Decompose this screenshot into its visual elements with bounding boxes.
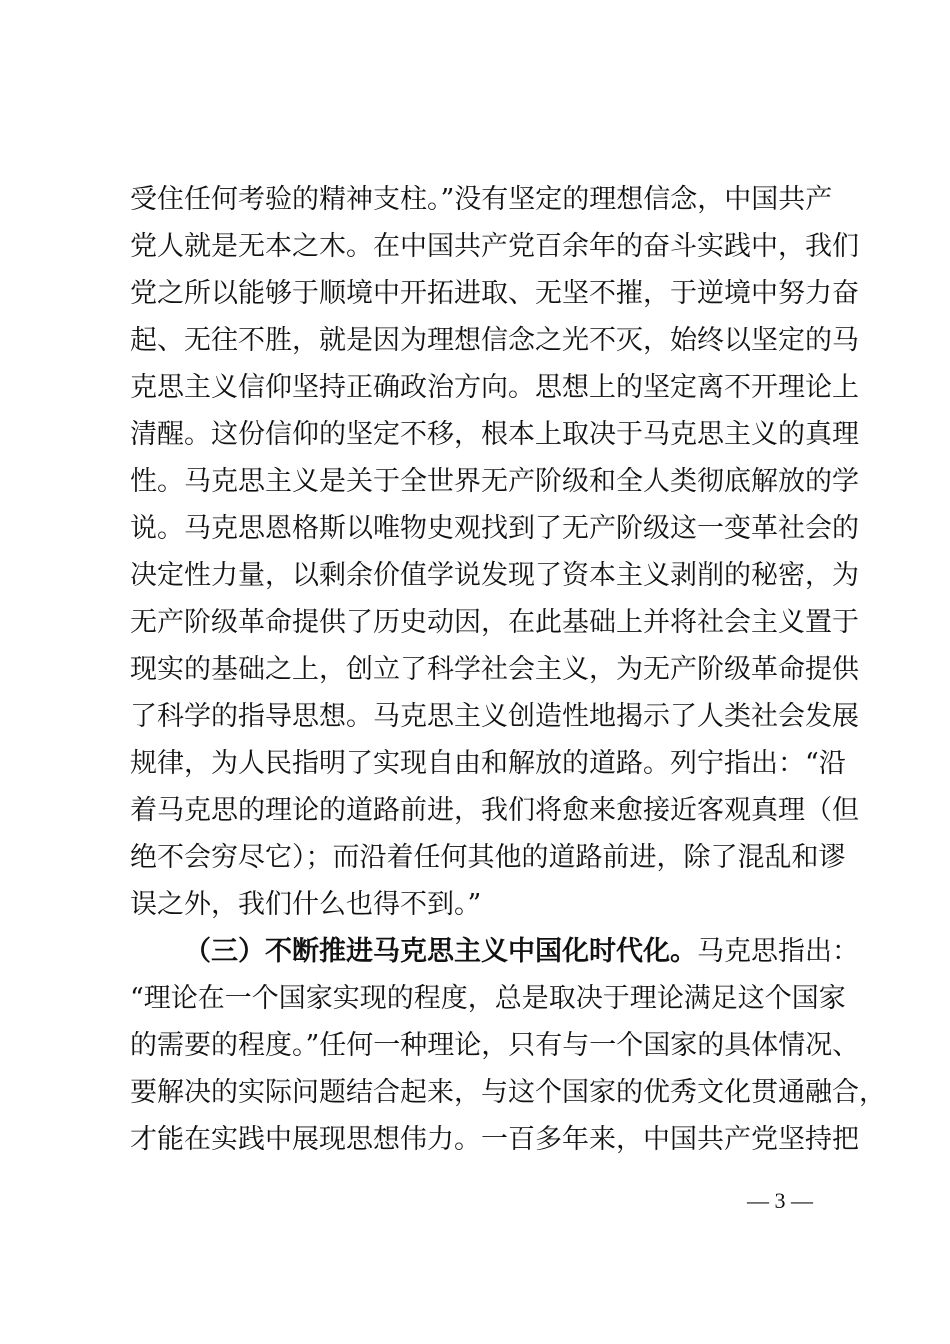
text-line: 了科学的指导思想。马克思主义创造性地揭示了人类社会发展 [130,701,859,732]
text-line: 党人就是无本之木。在中国共产党百余年的奋斗实践中，我们 [130,231,859,262]
body-text [130,176,886,1163]
text-line: 着马克思的理论的道路前进，我们将愈来愈接近客观真理（但 [130,795,859,826]
text-line: 的需要的程度。”任何一种理论，只有与一个国家的具体情况、 [130,1030,860,1061]
text-line: 要解决的实际问题结合起来，与这个国家的优秀文化贯通融合， [130,1077,886,1108]
text-line: “理论在一个国家实现的程度，总是取决于理论满足这个国家 [130,983,846,1014]
heading-line-rest: 马克思指出： [697,936,859,967]
text-line: 受住任何考验的精神支柱。”没有坚定的理想信念，中国共产 [130,184,833,215]
text-line: 性。马克思主义是关于全世界无产阶级和全人类彻底解放的学 [130,466,859,497]
text-line: 现实的基础之上，创立了科学社会主义，为无产阶级革命提供 [130,654,859,685]
text-line: 规律，为人民指明了实现自由和解放的道路。列宁指出：“沿 [130,748,846,779]
section-heading-line [130,928,859,975]
text-line: 清醒。这份信仰的坚定不移，根本上取决于马克思主义的真理 [130,419,859,450]
text-line: 绝不会穷尽它）；而沿着任何其他的道路前进，除了混乱和谬 [130,842,846,873]
text-line: 党之所以能够于顺境中开拓进取、无坚不摧，于逆境中努力奋 [130,278,859,309]
text-line: 决定性力量，以剩余价值学说发现了资本主义剥削的秘密，为 [130,560,859,591]
text-line: 才能在实践中展现思想伟力。一百多年来，中国共产党坚持把 [130,1124,859,1155]
text-line: 误之外，我们什么也得不到。” [130,889,482,920]
section-heading: （三）不断推进马克思主义中国化时代化。 [184,936,697,967]
text-line: 说。马克思恩格斯以唯物史观找到了无产阶级这一变革社会的 [130,513,859,544]
page-number: — 3 — [747,1188,813,1213]
text-line: 克思主义信仰坚持正确政治方向。思想上的坚定离不开理论上 [130,372,859,403]
text-line: 无产阶级革命提供了历史动因，在此基础上并将社会主义置于 [130,607,859,638]
text-line: 起、无往不胜，就是因为理想信念之光不灭，始终以坚定的马 [130,325,859,356]
